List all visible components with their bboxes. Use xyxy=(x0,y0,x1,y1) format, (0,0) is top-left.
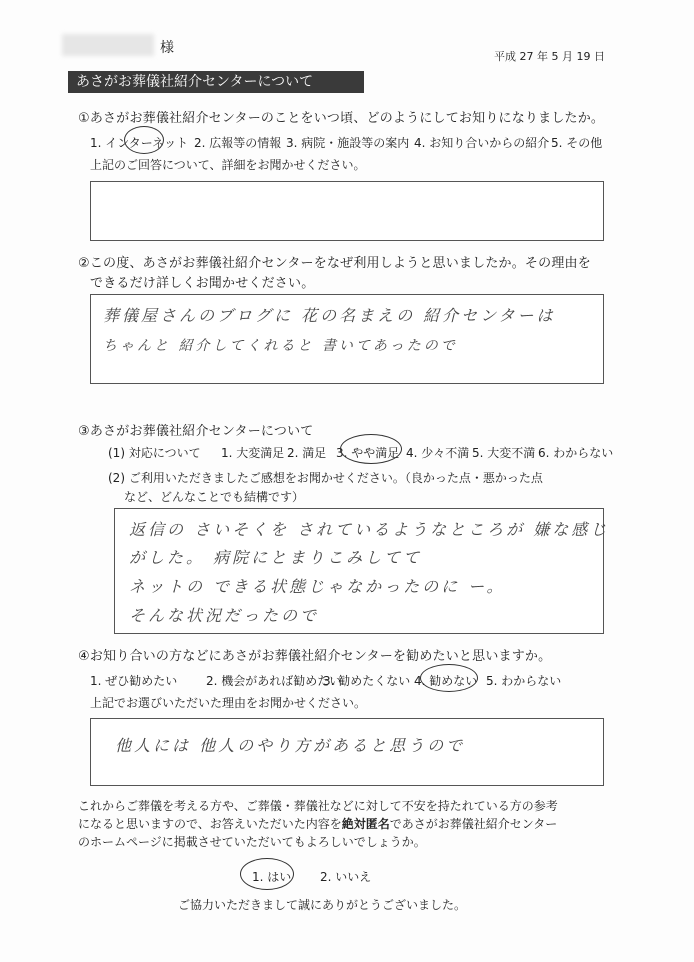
q2-answer-line1: 葬儀屋さんのブログに 花の名まえの 紹介センターは xyxy=(103,306,556,325)
consent-yes[interactable]: 1. はい xyxy=(252,870,292,884)
q1-option-2[interactable]: 2. 広報等の情報 xyxy=(194,136,282,150)
date: 平成 27 年 5 月 19 日 xyxy=(494,50,605,63)
q1-option-4[interactable]: 4. お知り合いからの紹介 xyxy=(414,136,550,150)
q3-sub2-line2: など、どんなことでも結構です） xyxy=(124,490,305,504)
q3-option-4[interactable]: 4. 少々不満 xyxy=(406,446,470,460)
q1-question: ①あさがお葬儀社紹介センターのことをいつ頃、どのようにしてお知りになりましたか。 xyxy=(78,111,605,126)
consent-no[interactable]: 2. いいえ xyxy=(320,870,372,884)
q3-answer-line1: 返信の さいそくを されているようなところが 嫌な感じ xyxy=(129,520,610,539)
consent-anonymous: 絶対匿名 xyxy=(341,817,390,831)
q3-question: ③あさがお葬儀社紹介センターについて xyxy=(78,424,314,439)
q3-answer-line2: がした。 病院にとまりこみしてて xyxy=(129,548,423,567)
q3-sub2-line1: (2) ご利用いただきましたご感想をお聞かせください。（良かった点・悪かった点 xyxy=(108,471,543,485)
q3-option-1[interactable]: 1. 大変満足 xyxy=(221,446,285,460)
q2-question-line1: ②この度、あさがお葬儀社紹介センターをなぜ利用しようと思いましたか。その理由を xyxy=(78,256,591,271)
q3-sub1-label: (1) 対応について xyxy=(108,446,201,460)
q4-option-5[interactable]: 5. わからない xyxy=(486,674,562,688)
section-title: あさがお葬儀社紹介センターについて xyxy=(68,71,364,93)
consent-line2 xyxy=(78,815,557,832)
q2-question-line2: できるだけ詳しくお聞かせください。 xyxy=(90,276,315,291)
q4-option-4[interactable]: 4. 勧めない xyxy=(414,674,478,688)
q4-option-1[interactable]: 1. ぜひ勧めたい xyxy=(90,674,178,688)
q4-option-2[interactable]: 2. 機会があれば勧めたい xyxy=(206,674,342,688)
q4-reason-prompt: 上記でお選びいただいた理由をお聞かせください。 xyxy=(90,696,367,710)
q1-option-3[interactable]: 3. 病院・施設等の案内 xyxy=(286,136,410,150)
q3-selection-circle xyxy=(340,434,402,464)
q4-selection-circle xyxy=(420,664,478,692)
q4-option-3[interactable]: 3. 勧めたくない xyxy=(323,674,411,688)
q3-answer-line4: そんな状況だったので xyxy=(129,606,320,625)
q2-answer-box[interactable] xyxy=(90,294,604,384)
q1-answer-box[interactable] xyxy=(90,181,604,241)
q1-detail-prompt: 上記のご回答について、詳細をお聞かせください。 xyxy=(90,158,366,172)
consent-line2-post: であさがお葬儀社紹介センター xyxy=(389,817,558,831)
consent-line2-pre: になると思いますので、お答えいただいた内容を xyxy=(78,817,342,831)
q3-answer-box[interactable] xyxy=(114,508,610,634)
consent-line3: のホームページに掲載させていただいてもよろしいでしょうか。 xyxy=(78,835,426,849)
footer-thanks: ご協力いただきまして誠にありがとうございました。 xyxy=(178,898,467,912)
q3-option-5[interactable]: 5. 大変不満 xyxy=(472,446,536,460)
q1-option-5[interactable]: 5. その他 xyxy=(551,136,603,150)
q4-answer-box[interactable] xyxy=(90,718,604,786)
consent-line1: これからご葬儀を考える方や、ご葬儀・葬儀社などに対して不安を持たれている方の参考 xyxy=(78,799,558,813)
consent-selection-circle xyxy=(240,858,294,890)
honorific: 様 xyxy=(160,40,174,56)
q4-question: ④お知り合いの方などにあさがお葬儀社紹介センターを勧めたいと思いますか。 xyxy=(78,649,552,664)
q1-option-1[interactable]: 1. インターネット xyxy=(90,136,189,150)
q2-answer-line2: ちゃんと 紹介してくれると 書いてあったので xyxy=(103,338,458,354)
q3-option-6[interactable]: 6. わからない xyxy=(538,446,614,460)
q4-answer: 他人には 他人のやり方があると思うので xyxy=(115,736,466,755)
q3-option-2[interactable]: 2. 満足 xyxy=(287,446,327,460)
q3-answer-line3: ネットの できる状態じゃなかったのに ー。 xyxy=(129,577,506,596)
q3-option-3[interactable]: 3. やや満足 xyxy=(336,446,400,460)
redacted-name xyxy=(62,34,154,56)
q1-selection-circle xyxy=(124,126,164,154)
